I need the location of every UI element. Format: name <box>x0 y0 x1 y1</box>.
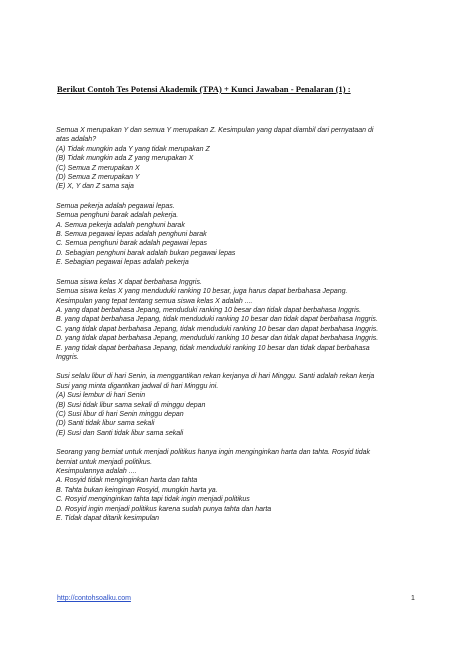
question-line: Susi yang minta digantikan jadwal di hari Minggu ini. <box>56 382 219 390</box>
answer-option: E. Tidak dapat ditarik kesimpulan <box>56 515 160 523</box>
answer-option: B. Semua pegawai lepas adalah penghuni barak <box>56 231 207 239</box>
answer-option: (E) Susi dan Santi tidak libur sama sekali <box>56 429 184 437</box>
footer-website-link[interactable]: http://contohsoalku.com <box>57 595 131 602</box>
answer-option: C. Semua penghuni barak adalah pegawai lepas <box>56 240 207 248</box>
answer-option: (E) X, Y dan Z sama saja <box>56 183 134 191</box>
answer-option: (A) Tidak mungkin ada Y yang tidak merupakan Z <box>56 145 210 153</box>
answer-option: B. Tahta bukan keinginan Rosyid, mungkin harta ya. <box>56 486 218 494</box>
answer-option: D. yang tidak dapat berbahasa Jepang, menduduki ranking 10 besar dan tidak dapat berbahasa Inggris. <box>56 335 379 343</box>
answer-option: Inggris. <box>56 353 79 361</box>
answer-option: (A) Susi lembur di hari Senin <box>56 392 146 400</box>
question-line: Kesimpulan yang tepat tentang semua siswa kelas X adalah .... <box>56 297 253 305</box>
question-line: Susi selalu libur di hari Senin, ia menggantikan rekan kerjanya di hari Minggu. Santi adalah rekan kerja <box>56 373 375 381</box>
questions-content <box>56 126 428 533</box>
question-line: Semua penghuni barak adalah pekerja. <box>56 212 179 220</box>
question-line: Semua X merupakan Y dan semua Y merupakan Z. Kesimpulan yang dapat diambil dari pernyataan di <box>56 127 374 134</box>
question-3 <box>56 278 428 363</box>
answer-option: B. yang dapat berbahasa Jepang, tidak menduduki ranking 10 besar dan tidak dapat berbahasa Inggris. <box>56 316 378 324</box>
question-1 <box>56 126 428 192</box>
answer-option: (B) Tidak mungkin ada Z yang merupakan X <box>56 155 194 163</box>
answer-option: A. yang dapat berbahasa Jepang, menduduki ranking 10 besar dan tidak dapat berbahasa Inggris. <box>56 306 362 314</box>
answer-option: (D) Santi tidak libur sama sekali <box>56 420 155 428</box>
answer-option: (B) Susi tidak libur sama sekali di minggu depan <box>56 401 206 409</box>
answer-option: (C) Susi libur di hari Senin minggu depan <box>56 410 184 418</box>
answer-option: E. Sebagian pegawai lepas adalah pekerja <box>56 259 189 267</box>
answer-option: C. yang tidak dapat berbahasa Jepang, tidak menduduki ranking 10 besar dan dapat berbahasa Inggris. <box>56 325 379 333</box>
question-line: Semua pekerja adalah pegawai lepas. <box>56 202 175 210</box>
question-line: atas adalah? <box>56 136 97 144</box>
answer-option: A. Rosyid tidak menginginkan harta dan tahta <box>56 477 198 485</box>
question-5 <box>56 448 428 523</box>
question-line: Semua siswa kelas X dapat berbahasa Inggris. <box>56 278 202 286</box>
question-line: Semua siswa kelas X yang menduduki ranking 10 besar, juga harus dapat berbahasa Jepang. <box>56 288 348 296</box>
answer-option: E. yang tidak dapat berbahasa Jepang, tidak menduduki ranking 10 besar dan tidak dapat berbahasa <box>56 344 370 352</box>
answer-option: C. Rosyid menginginkan tahta tapi tidak ingin menjadi politikus <box>56 496 250 504</box>
answer-option: D. Rosyid ingin menjadi politikus karena sudah punya tahta dan harta <box>56 505 272 513</box>
answer-option: A. Semua pekerja adalah penghuni barak <box>56 221 185 229</box>
page-number: 1 <box>411 595 415 602</box>
question-line: Kesimpulannya adalah .... <box>56 468 137 475</box>
answer-option: D. Sebagian penghuni barak adalah bukan pegawai lepas <box>56 249 236 257</box>
answer-option: (D) Semua Z merupakan Y <box>56 174 140 182</box>
answer-option: (C) Semua Z merupakan X <box>56 164 140 172</box>
question-2 <box>56 202 428 268</box>
question-4 <box>56 372 428 438</box>
document-title: Berikut Contoh Tes Potensi Akademik (TPA) + Kunci Jawaban - Penalaran (1) : <box>57 84 351 94</box>
question-line: berniat untuk menjadi politikus. <box>56 458 153 466</box>
question-line: Seorang yang berniat untuk menjadi politikus hanya ingin menginginkan harta dan tahta. Rosyid tidak <box>56 449 371 457</box>
